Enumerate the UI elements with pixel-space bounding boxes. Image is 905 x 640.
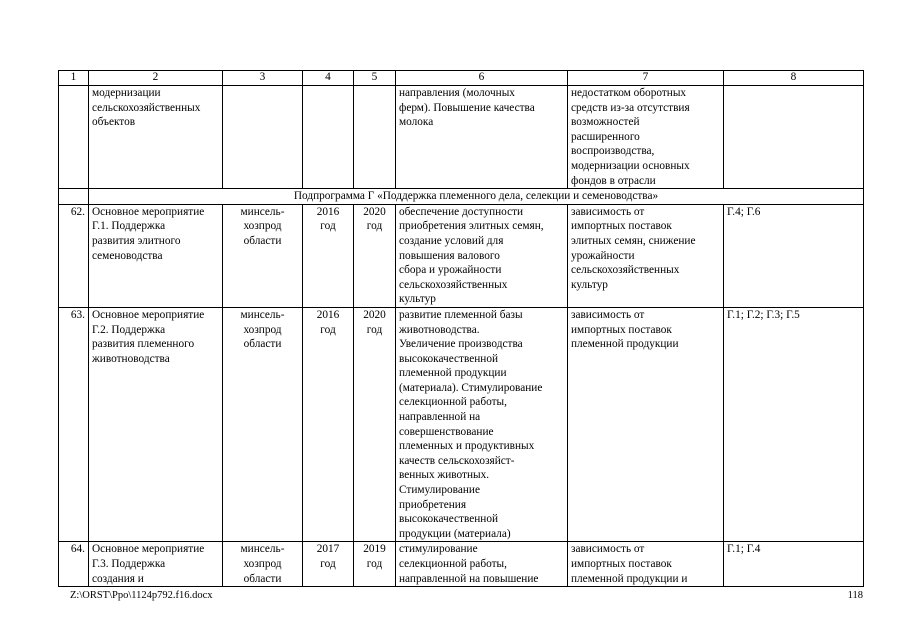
cell-consequence: зависимость от импортных поставок элитных семян, снижение урожайности сельскохозяйственных культур xyxy=(568,204,724,307)
table-row xyxy=(59,542,864,587)
program-table xyxy=(58,70,864,587)
cell-end xyxy=(354,86,396,189)
header-row xyxy=(59,71,864,86)
cell-num: 62. xyxy=(59,204,89,307)
header-cell: 7 xyxy=(568,71,724,86)
cell-name: модернизации сельскохозяйственных объектов xyxy=(89,86,223,189)
cell-executor xyxy=(223,86,303,189)
cell-start xyxy=(303,86,354,189)
header-cell: 1 xyxy=(59,71,89,86)
cell-start: 2017 год xyxy=(303,542,354,587)
cell-indicators: Г.4; Г.6 xyxy=(724,204,864,307)
header-cell: 8 xyxy=(724,71,864,86)
cell-indicators: Г.1; Г.2; Г.3; Г.5 xyxy=(724,307,864,542)
table-row xyxy=(59,307,864,542)
cell-indicators xyxy=(724,86,864,189)
cell-result: направления (молочных ферм). Повышение качества молока xyxy=(396,86,568,189)
cell-name: Основное мероприятие Г.1. Поддержка развития элитного семеноводства xyxy=(89,204,223,307)
cell-name: Основное мероприятие Г.3. Поддержка создания и xyxy=(89,542,223,587)
cell-end: 2019 год xyxy=(354,542,396,587)
header-cell: 2 xyxy=(89,71,223,86)
cell-end: 2020 год xyxy=(354,204,396,307)
cell-result: стимулирование селекционной работы, направленной на повышение xyxy=(396,542,568,587)
cell-start: 2016 год xyxy=(303,204,354,307)
cell-consequence: зависимость от импортных поставок племенной продукции и xyxy=(568,542,724,587)
subprogram-row xyxy=(59,189,864,205)
file-path: Z:\ORST\Ppo\1124p792.f16.docx xyxy=(70,590,213,601)
table-row-continuation xyxy=(59,86,864,189)
cell-result: обеспечение доступности приобретения элитных семян, создание условий для повышения валового сбора и урожайности сельскохозяйственных культур xyxy=(396,204,568,307)
cell-executor: минсель- хозпрод области xyxy=(223,307,303,542)
cell-num: 63. xyxy=(59,307,89,542)
cell-num xyxy=(59,86,89,189)
table-row xyxy=(59,204,864,307)
page-number: 118 xyxy=(847,590,863,601)
cell-executor: минсель- хозпрод области xyxy=(223,204,303,307)
header-cell: 6 xyxy=(396,71,568,86)
header-cell: 5 xyxy=(354,71,396,86)
cell-consequence: зависимость от импортных поставок племенной продукции xyxy=(568,307,724,542)
cell-executor: минсель- хозпрод области xyxy=(223,542,303,587)
subprogram-title: Подпрограмма Г «Поддержка племенного дела, селекции и семеноводства» xyxy=(89,189,864,205)
cell-result: развитие племенной базы животноводства. Увеличение производства высококачественной племенной продукции (материала). Стимулирование селекционной работы, направленной на совершенствование племенных и продуктивных качеств сельскохозяйст- венных животных. Стимулирование приобретения высококачественной продукции (материала) xyxy=(396,307,568,542)
cell-consequence: недостатком оборотных средств из-за отсутствия возможностей расширенного воспроизводства, модернизации основных фондов в отрасли xyxy=(568,86,724,189)
cell-indicators: Г.1; Г.4 xyxy=(724,542,864,587)
cell-end: 2020 год xyxy=(354,307,396,542)
cell-start: 2016 год xyxy=(303,307,354,542)
cell-name: Основное мероприятие Г.2. Поддержка развития племенного животноводства xyxy=(89,307,223,542)
cell-num xyxy=(59,189,89,205)
cell-num: 64. xyxy=(59,542,89,587)
header-cell: 4 xyxy=(303,71,354,86)
header-cell: 3 xyxy=(223,71,303,86)
